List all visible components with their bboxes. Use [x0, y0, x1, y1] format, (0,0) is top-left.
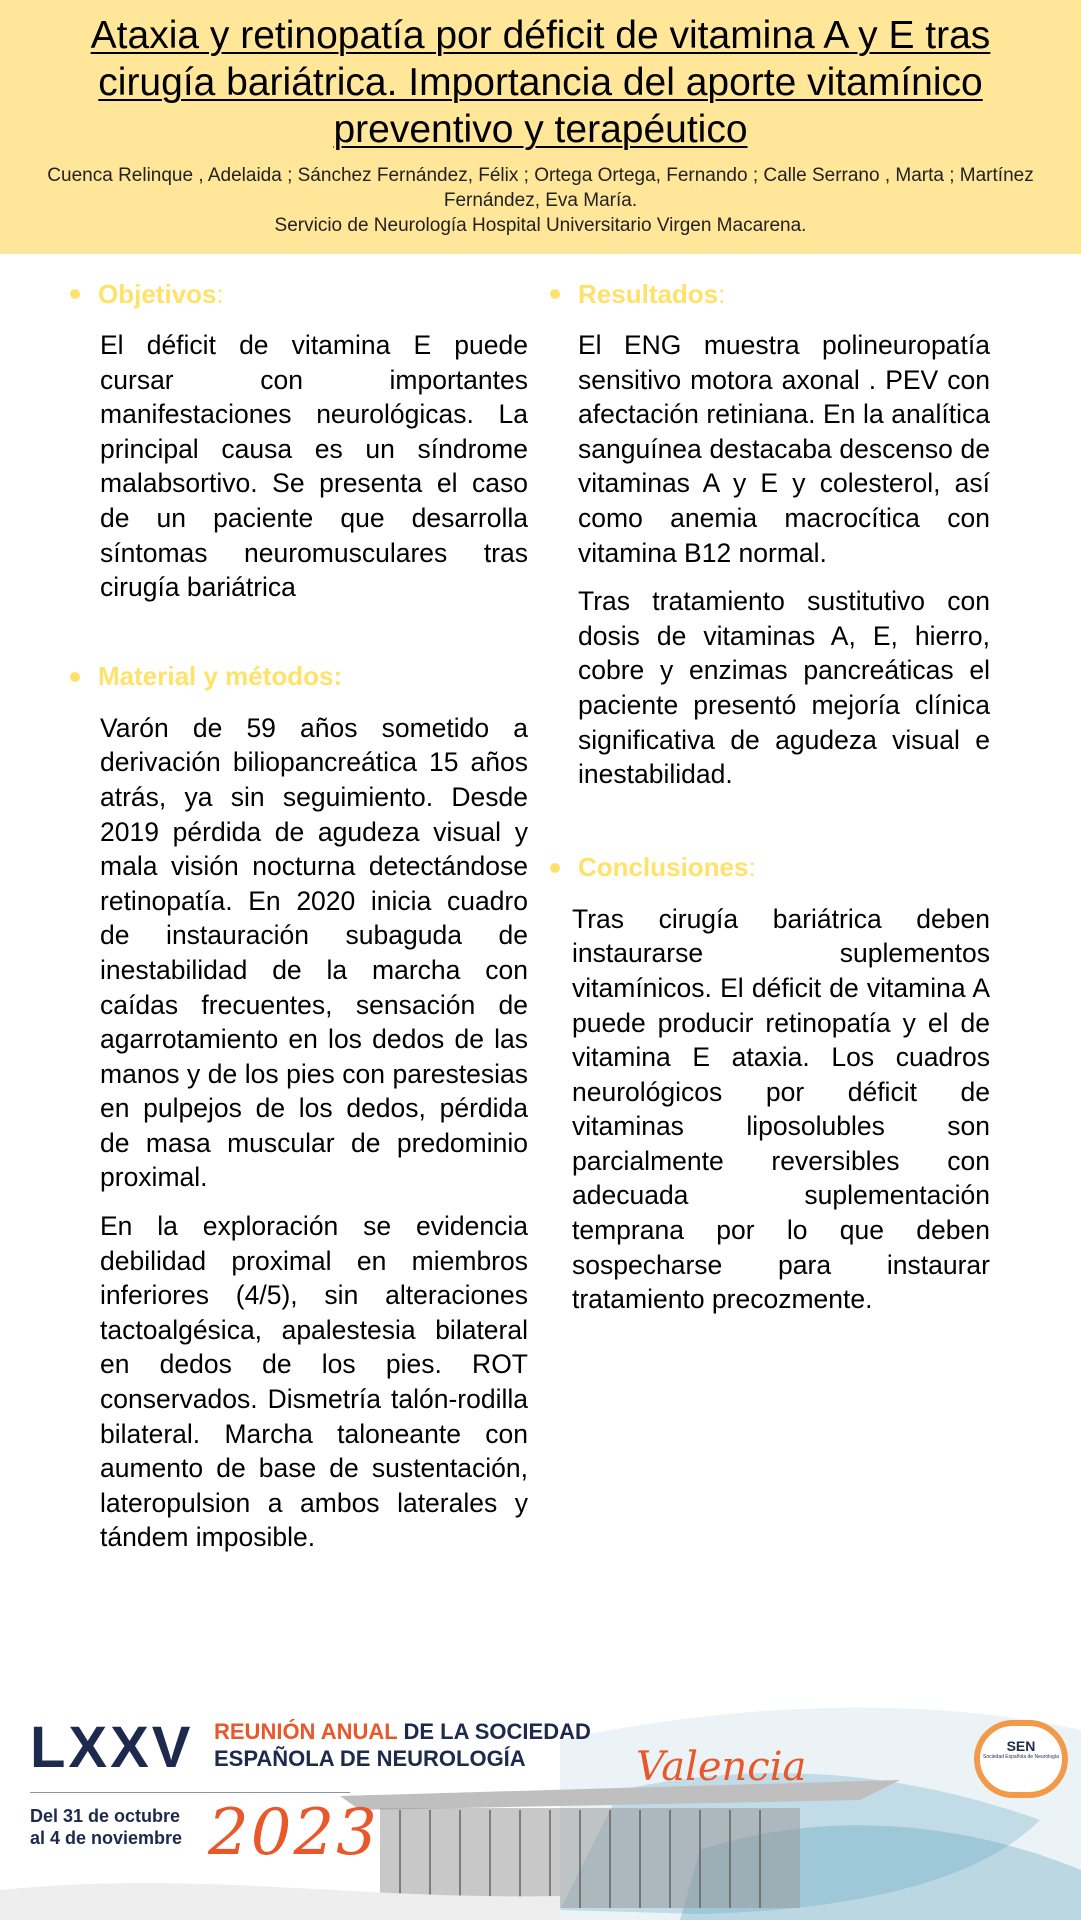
conclusiones-paragraph: Tras cirugía bariátrica deben instaurarse suplementos vitamínicos. El déficit de vitamina A puede producir retinopatía y el de vitamina E ataxia. Los cuadros neurológicos por déficit de vitaminas liposolubles son parcialmente reversibles con adecuada suplementación temprana por lo que deben sospecharse para instaurar tratamiento precozmente. [572, 903, 990, 1315]
left-column [70, 270, 528, 1555]
section-title-conclusiones: Conclusiones : [550, 844, 990, 892]
edition-number: LXXV [30, 1715, 194, 1780]
section-title-resultados: Resultados : [550, 270, 990, 318]
resultados-paragraph-2: Tras tratamiento sustitutivo con dosis de vitaminas A, E, hierro, cobre y enzimas pancreáticas el paciente presentó mejoría clínica significativa de agudeza visual e inestabilidad. [578, 586, 990, 790]
resultados-paragraph-1: El ENG muestra polineuropatía sensitivo motora axonal . PEV con afectación retiniana. En la analítica sanguínea destacaba descenso de vitaminas A y E y colesterol, así como anemia macrocítica con vitamina B12 normal. [578, 330, 990, 568]
authors: Cuenca Relinque , Adelaida ; Sánchez Fernández, Félix ; Ortega Ortega, Fernando ; Calle Serrano , Marta ; Martínez Fernández, Eva María. [47, 165, 1034, 211]
poster-title: Ataxia y retinopatía por déficit de vitamina A y E tras cirugía bariátrica. Importancia del aporte vitamínico preventivo y terapéutico [90, 14, 991, 151]
sen-logo: SEN Sociedad Española de Neurología [974, 1720, 1068, 1798]
meeting-name: REUNIÓN ANUAL DE LA SOCIEDAD ESPAÑOLA DE NEUROLOGÍA [214, 1719, 591, 1771]
bullet-icon [550, 289, 560, 299]
affiliation: Servicio de Neurología Hospital Universitario Virgen Macarena. [274, 215, 807, 236]
section-title-material: Material y métodos: [70, 653, 528, 701]
bullet-icon [70, 289, 80, 299]
congress-year: 2023 [208, 1796, 379, 1870]
congress-dates: Del 31 de octubre al 4 de noviembre [30, 1806, 183, 1848]
material-paragraph-1: Varón de 59 años sometido a derivación biliopancreática 15 años atrás, ya sin seguimiento. Desde 2019 pérdida de agudeza visual y mala visión nocturna detectándose retinopatía. En 2020 inicia cuadro de instauración subaguda de inestabilidad de la marcha con caídas frecuentes, sensación de agarrotamiento en los dedos de las manos y de los pies con parestesias en pulpejos de los dedos, pérdida de masa muscular de predominio proximal. [100, 712, 528, 1193]
poster-header [0, 0, 1081, 254]
congress-city: Valencia [636, 1744, 807, 1790]
bullet-icon [70, 672, 80, 682]
material-paragraph-2: En la exploración se evidencia debilidad proximal en miembros inferiores (4/5), sin alteraciones tactoalgésica, apalestesia bilateral en dedos de los pies. ROT conservados. Dismetría talón-rodilla bilateral. Marcha taloneante con aumento de base de sustentación, lateropulsion a ambos laterales y tándem imposible. [100, 1211, 528, 1553]
objetivos-paragraph: El déficit de vitamina E puede cursar con importantes manifestaciones neurológicas. La principal causa es un síndrome malabsortivo. Se presenta el caso de un paciente que desarrolla síntomas neuromusculares tras cirugía bariátrica [100, 330, 528, 603]
section-title-objetivos: Objetivos : [70, 270, 528, 318]
right-column [550, 270, 990, 1317]
bullet-icon [550, 863, 560, 873]
congress-banner [0, 1700, 1081, 1920]
divider [30, 1792, 350, 1793]
